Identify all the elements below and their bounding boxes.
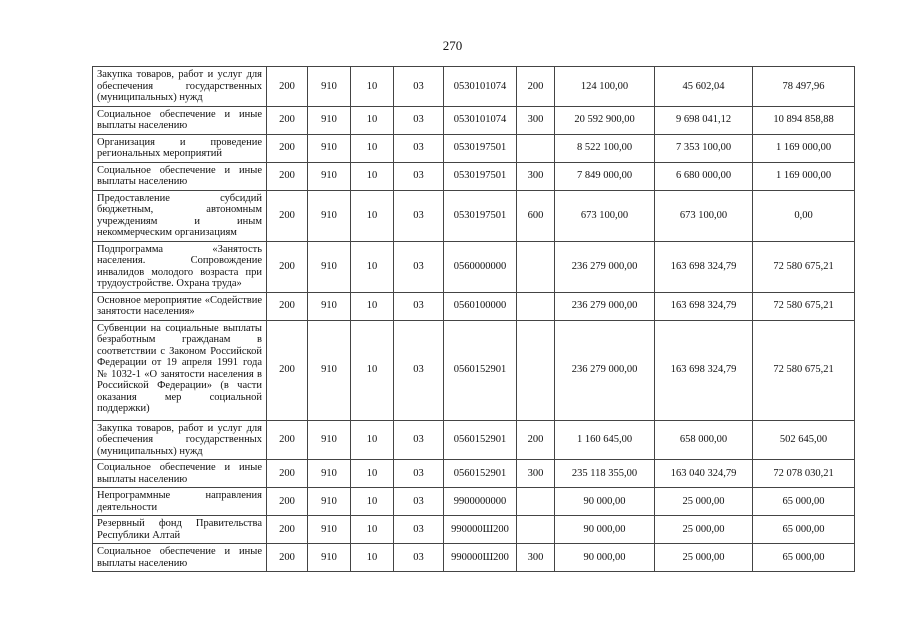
table-row	[93, 162, 855, 190]
budget-table-body	[93, 67, 855, 572]
ministry-code-cell: 910	[308, 320, 351, 420]
table-row	[93, 190, 855, 241]
target-article-cell: 9900000000	[444, 488, 517, 516]
remaining-amount-cell: 1 169 000,00	[753, 162, 855, 190]
subsection-cell: 03	[394, 134, 444, 162]
ministry-code-cell: 910	[308, 516, 351, 544]
item-name-cell: Закупка товаров, работ и услуг для обеспечения государственных (муниципальных) нужд	[93, 420, 267, 460]
ministry-code-cell: 910	[308, 292, 351, 320]
expense-type-cell	[517, 241, 555, 292]
item-name-cell: Закупка товаров, работ и услуг для обеспечения государственных (муниципальных) нужд	[93, 67, 267, 107]
page-number: 270	[442, 38, 463, 53]
section-cell: 10	[351, 292, 394, 320]
planned-amount-cell: 236 279 000,00	[555, 292, 655, 320]
expense-type-cell	[517, 516, 555, 544]
section-cell: 10	[351, 162, 394, 190]
planned-amount-cell: 236 279 000,00	[555, 241, 655, 292]
section-cell: 10	[351, 420, 394, 460]
code-cell: 200	[267, 320, 308, 420]
remaining-amount-cell: 10 894 858,88	[753, 106, 855, 134]
remaining-amount-cell: 0,00	[753, 190, 855, 241]
ministry-code-cell: 910	[308, 134, 351, 162]
target-article-cell: 0560000000	[444, 241, 517, 292]
section-cell: 10	[351, 190, 394, 241]
subsection-cell: 03	[394, 292, 444, 320]
code-cell: 200	[267, 460, 308, 488]
target-article-cell: 0530197501	[444, 162, 517, 190]
table-row	[93, 488, 855, 516]
subsection-cell: 03	[394, 241, 444, 292]
section-cell: 10	[351, 67, 394, 107]
ministry-code-cell: 910	[308, 67, 351, 107]
code-cell: 200	[267, 190, 308, 241]
remaining-amount-cell: 1 169 000,00	[753, 134, 855, 162]
planned-amount-cell: 235 118 355,00	[555, 460, 655, 488]
item-name-cell: Основное мероприятие «Содействие занятости населения»	[93, 292, 267, 320]
target-article-cell: 990000Ш200	[444, 544, 517, 572]
remaining-amount-cell: 72 580 675,21	[753, 241, 855, 292]
expense-type-cell	[517, 320, 555, 420]
expense-type-cell: 200	[517, 67, 555, 107]
code-cell: 200	[267, 292, 308, 320]
item-name-cell: Подпрограмма «Занятость населения. Сопровождение инвалидов молодого возраста при трудоустройстве. Охрана труда»	[93, 241, 267, 292]
code-cell: 200	[267, 420, 308, 460]
remaining-amount-cell: 72 580 675,21	[753, 320, 855, 420]
target-article-cell: 0530101074	[444, 106, 517, 134]
subsection-cell: 03	[394, 190, 444, 241]
planned-amount-cell: 236 279 000,00	[555, 320, 655, 420]
subsection-cell: 03	[394, 106, 444, 134]
planned-amount-cell: 1 160 645,00	[555, 420, 655, 460]
section-cell: 10	[351, 134, 394, 162]
executed-amount-cell: 25 000,00	[655, 488, 753, 516]
remaining-amount-cell: 78 497,96	[753, 67, 855, 107]
target-article-cell: 0560152901	[444, 420, 517, 460]
expense-type-cell: 300	[517, 162, 555, 190]
code-cell: 200	[267, 162, 308, 190]
section-cell: 10	[351, 106, 394, 134]
remaining-amount-cell: 72 580 675,21	[753, 292, 855, 320]
planned-amount-cell: 7 849 000,00	[555, 162, 655, 190]
table-row	[93, 420, 855, 460]
target-article-cell: 0530101074	[444, 67, 517, 107]
item-name-cell: Субвенции на социальные выплаты безработным гражданам в соответствии с Законом Российской Федерации от 19 апреля 1991 года № 1032-1 «О занятости населения в Российской Федерации» (в части оказания мер социальной поддержки)	[93, 320, 267, 420]
executed-amount-cell: 163 040 324,79	[655, 460, 753, 488]
expense-type-cell: 300	[517, 460, 555, 488]
item-name-cell: Социальное обеспечение и иные выплаты населению	[93, 106, 267, 134]
ministry-code-cell: 910	[308, 241, 351, 292]
table-row	[93, 134, 855, 162]
executed-amount-cell: 163 698 324,79	[655, 320, 753, 420]
ministry-code-cell: 910	[308, 106, 351, 134]
executed-amount-cell: 673 100,00	[655, 190, 753, 241]
remaining-amount-cell: 65 000,00	[753, 516, 855, 544]
ministry-code-cell: 910	[308, 488, 351, 516]
table-row	[93, 106, 855, 134]
planned-amount-cell: 90 000,00	[555, 544, 655, 572]
section-cell: 10	[351, 320, 394, 420]
subsection-cell: 03	[394, 460, 444, 488]
section-cell: 10	[351, 488, 394, 516]
planned-amount-cell: 20 592 900,00	[555, 106, 655, 134]
target-article-cell: 0530197501	[444, 190, 517, 241]
table-row	[93, 516, 855, 544]
expense-type-cell: 300	[517, 544, 555, 572]
ministry-code-cell: 910	[308, 162, 351, 190]
ministry-code-cell: 910	[308, 460, 351, 488]
code-cell: 200	[267, 106, 308, 134]
remaining-amount-cell: 72 078 030,21	[753, 460, 855, 488]
planned-amount-cell: 90 000,00	[555, 516, 655, 544]
ministry-code-cell: 910	[308, 190, 351, 241]
subsection-cell: 03	[394, 544, 444, 572]
remaining-amount-cell: 65 000,00	[753, 488, 855, 516]
planned-amount-cell: 8 522 100,00	[555, 134, 655, 162]
item-name-cell: Предоставление субсидий бюджетным, автономным учреждениям и иным некоммерческим организациям	[93, 190, 267, 241]
code-cell: 200	[267, 488, 308, 516]
item-name-cell: Резервный фонд Правительства Республики Алтай	[93, 516, 267, 544]
target-article-cell: 990000Ш200	[444, 516, 517, 544]
executed-amount-cell: 163 698 324,79	[655, 292, 753, 320]
subsection-cell: 03	[394, 420, 444, 460]
expense-type-cell: 300	[517, 106, 555, 134]
target-article-cell: 0560152901	[444, 320, 517, 420]
table-row	[93, 544, 855, 572]
target-article-cell: 0560152901	[444, 460, 517, 488]
ministry-code-cell: 910	[308, 420, 351, 460]
code-cell: 200	[267, 516, 308, 544]
executed-amount-cell: 45 602,04	[655, 67, 753, 107]
planned-amount-cell: 90 000,00	[555, 488, 655, 516]
executed-amount-cell: 9 698 041,12	[655, 106, 753, 134]
table-row	[93, 460, 855, 488]
item-name-cell: Социальное обеспечение и иные выплаты населению	[93, 162, 267, 190]
budget-table	[92, 66, 855, 572]
executed-amount-cell: 658 000,00	[655, 420, 753, 460]
item-name-cell: Социальное обеспечение и иные выплаты населению	[93, 544, 267, 572]
remaining-amount-cell: 65 000,00	[753, 544, 855, 572]
expense-type-cell	[517, 292, 555, 320]
remaining-amount-cell: 502 645,00	[753, 420, 855, 460]
executed-amount-cell: 25 000,00	[655, 544, 753, 572]
code-cell: 200	[267, 134, 308, 162]
target-article-cell: 0530197501	[444, 134, 517, 162]
code-cell: 200	[267, 544, 308, 572]
section-cell: 10	[351, 516, 394, 544]
subsection-cell: 03	[394, 320, 444, 420]
executed-amount-cell: 6 680 000,00	[655, 162, 753, 190]
item-name-cell: Социальное обеспечение и иные выплаты населению	[93, 460, 267, 488]
section-cell: 10	[351, 460, 394, 488]
planned-amount-cell: 673 100,00	[555, 190, 655, 241]
subsection-cell: 03	[394, 162, 444, 190]
code-cell: 200	[267, 241, 308, 292]
expense-type-cell: 600	[517, 190, 555, 241]
planned-amount-cell: 124 100,00	[555, 67, 655, 107]
subsection-cell: 03	[394, 516, 444, 544]
expense-type-cell	[517, 134, 555, 162]
subsection-cell: 03	[394, 488, 444, 516]
item-name-cell: Непрограммные направления деятельности	[93, 488, 267, 516]
subsection-cell: 03	[394, 67, 444, 107]
item-name-cell: Организация и проведение региональных мероприятий	[93, 134, 267, 162]
executed-amount-cell: 163 698 324,79	[655, 241, 753, 292]
executed-amount-cell: 7 353 100,00	[655, 134, 753, 162]
executed-amount-cell: 25 000,00	[655, 516, 753, 544]
expense-type-cell	[517, 488, 555, 516]
section-cell: 10	[351, 241, 394, 292]
table-row	[93, 320, 855, 420]
table-row	[93, 292, 855, 320]
section-cell: 10	[351, 544, 394, 572]
ministry-code-cell: 910	[308, 544, 351, 572]
code-cell: 200	[267, 67, 308, 107]
table-row	[93, 67, 855, 107]
expense-type-cell: 200	[517, 420, 555, 460]
table-row	[93, 241, 855, 292]
target-article-cell: 0560100000	[444, 292, 517, 320]
